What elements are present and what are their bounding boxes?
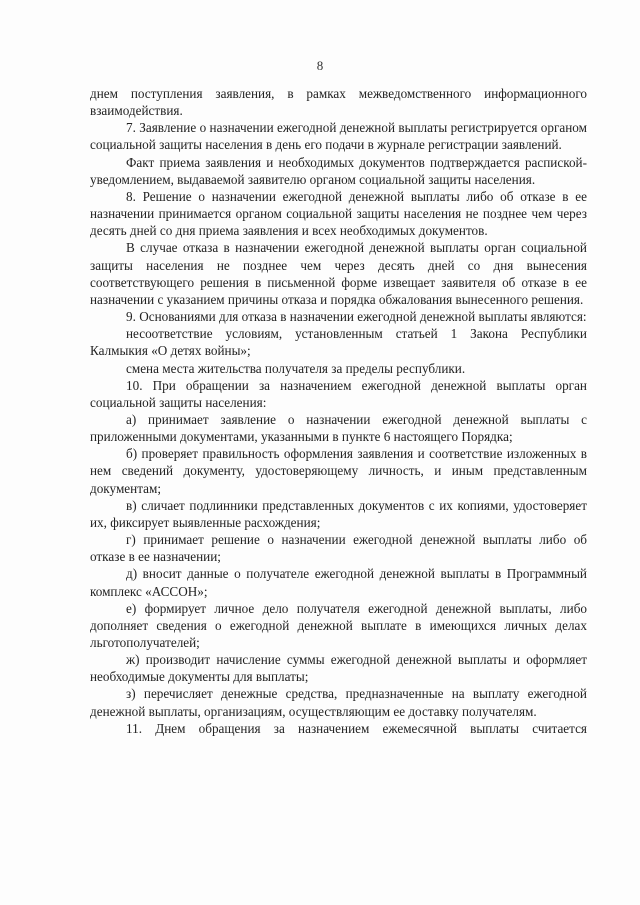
paragraph: Факт приема заявления и необходимых документов подтверждается распиской-уведомлением, выдаваемой заявителю органом социальной защиты населения. [90,154,587,187]
paragraph: 9. Основаниями для отказа в назначении ежегодной денежной выплаты являются: [126,309,587,325]
list-item: в) сличает подлинники представленных документов с их копиями, удостоверяет их, фиксирует выявленные расхождения; [90,497,587,530]
paragraph: 11. Днем обращения за назначением ежемесячной выплаты считается [126,720,587,736]
paragraph: 7. Заявление о назначении ежегодной денежной выплаты регистрируется органом социальной защиты населения в день его подачи в журнале регистрации заявлений. [90,120,587,153]
list-item: з) перечисляет денежные средства, предназначенные на выплату ежегодной денежной выплаты, организациям, осуществляющим ее доставку получателям. [90,686,587,719]
list-item: б) проверяет правильность оформления заявления и соответствие изложенных в нем сведений документу, удостоверяющему личность, и иным представленным документам; [90,446,587,496]
list-item: ж) производит начисление суммы ежегодной денежной выплаты и оформляет необходимые документы для выплаты; [90,652,587,685]
document-body [90,85,587,737]
list-item: д) вносит данные о получателе ежегодной денежной выплаты в Программный комплекс «АССОН»; [90,566,587,599]
paragraph: несоответствие условиям, установленным статьей 1 Закона Республики Калмыкия «О детях войны»; [90,326,587,359]
paragraph: днем поступления заявления, в рамках межведомственного информационного взаимодействия. [90,86,587,119]
list-item: г) принимает решение о назначении ежегодной денежной выплаты либо об отказе в ее назначении; [90,532,587,565]
paragraph: 8. Решение о назначении ежегодной денежной выплаты либо об отказе в ее назначении принимается органом социальной защиты населения не позднее чем через десять дней со дня приема заявления и всех необходимых документов. [90,188,587,239]
page-number: 8 [316,58,324,73]
list-item: е) формирует личное дело получателя ежегодной денежной выплаты, либо дополняет сведения о ежегодной денежной выплате в имеющихся личных делах льготополучателей; [90,600,587,650]
paragraph: смена места жительства получателя за пределы республики. [126,360,466,376]
list-item: а) принимает заявление о назначении ежегодной денежной выплаты с приложенными документами, указанными в пункте 6 настоящего Порядка; [90,411,587,445]
paragraph: 10. При обращении за назначением ежегодной денежной выплаты орган социальной защиты населения: [90,377,587,410]
paragraph: В случае отказа в назначении ежегодной денежной выплаты орган социальной защиты населения не позднее чем через десять дней со дня вынесения соответствующего решения в письменной форме извещает заявителя об отказе в ее назначении с указанием причины отказа и порядка обжалования вынесенного решения. [90,240,587,307]
